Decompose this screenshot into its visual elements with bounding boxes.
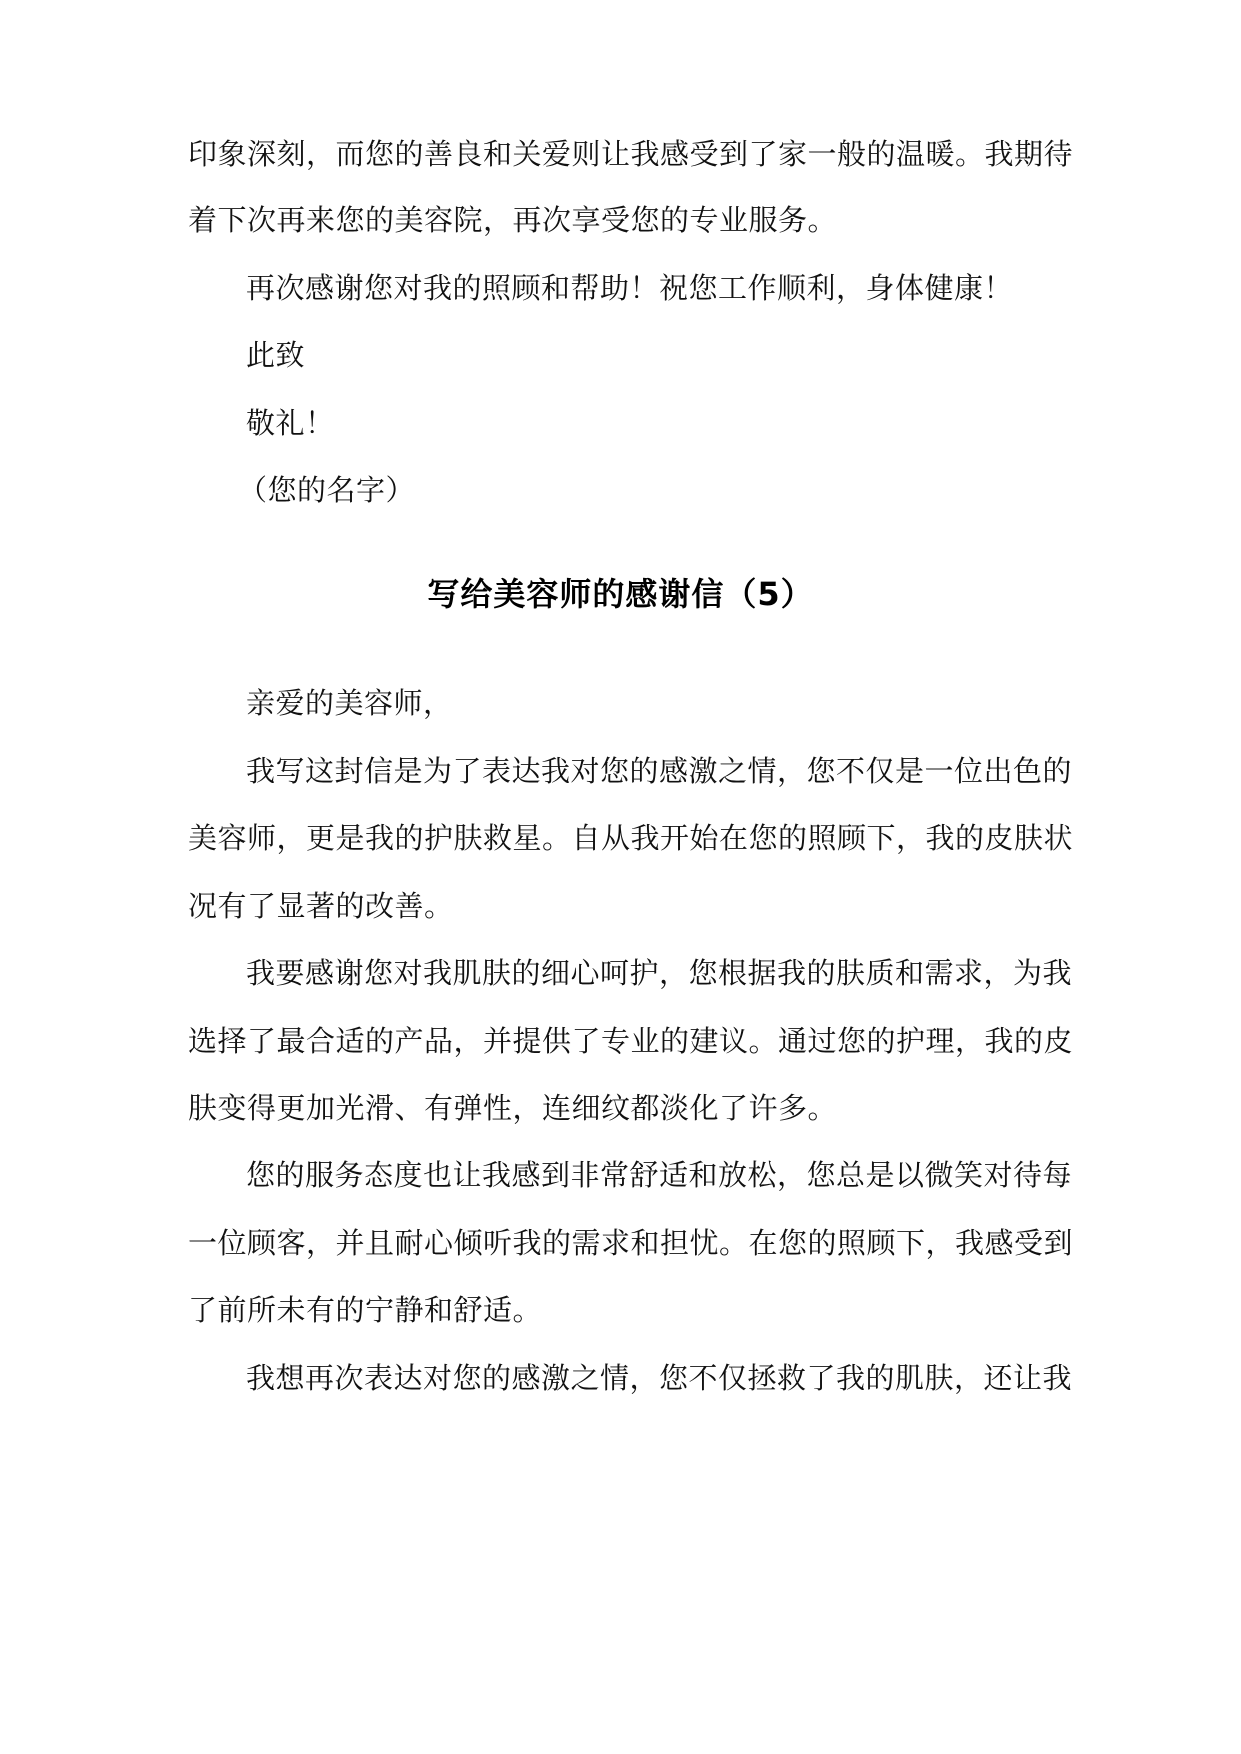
paragraph-line: 我写这封信是为了表达我对您的感激之情，您不仅是一位出色的: [246, 754, 1073, 788]
letter-title: 写给美容师的感谢信（5）: [427, 575, 814, 613]
paragraph-line: 您的服务态度也让我感到非常舒适和放松，您总是以微笑对待每: [246, 1158, 1073, 1192]
paragraph-line: 印象深刻，而您的善良和关爱则让我感受到了家一般的温暖。我期待: [188, 137, 1074, 171]
paragraph-line: 况有了显著的改善。: [188, 889, 454, 923]
greeting-line: 亲爱的美容师，: [246, 686, 453, 720]
paragraph-line: 了前所未有的宁静和舒适。: [188, 1293, 543, 1327]
paragraph-line: 我要感谢您对我肌肤的细心呵护，您根据我的肤质和需求，为我: [246, 956, 1073, 990]
paragraph-line: 一位顾客，并且耐心倾听我的需求和担忧。在您的照顾下，我感受到: [188, 1226, 1074, 1260]
paragraph-line: 再次感谢您对我的照顾和帮助！祝您工作顺利，身体健康！: [246, 271, 1014, 305]
paragraph-line: 肤变得更加光滑、有弹性，连细纹都淡化了许多。: [188, 1091, 838, 1125]
paragraph-line: 着下次再来您的美容院，再次享受您的专业服务。: [188, 203, 838, 237]
paragraph-line: 我想再次表达对您的感激之情，您不仅拯救了我的肌肤，还让我: [246, 1361, 1073, 1395]
closing-line: 此致: [246, 338, 306, 372]
paragraph-line: 选择了最合适的产品，并提供了专业的建议。通过您的护理，我的皮: [188, 1024, 1074, 1058]
signature-placeholder: （您的名字）: [238, 473, 416, 507]
paragraph-line: 美容师，更是我的护肤救星。自从我开始在您的照顾下，我的皮肤状: [188, 821, 1074, 855]
closing-salutation: 敬礼！: [246, 406, 335, 440]
